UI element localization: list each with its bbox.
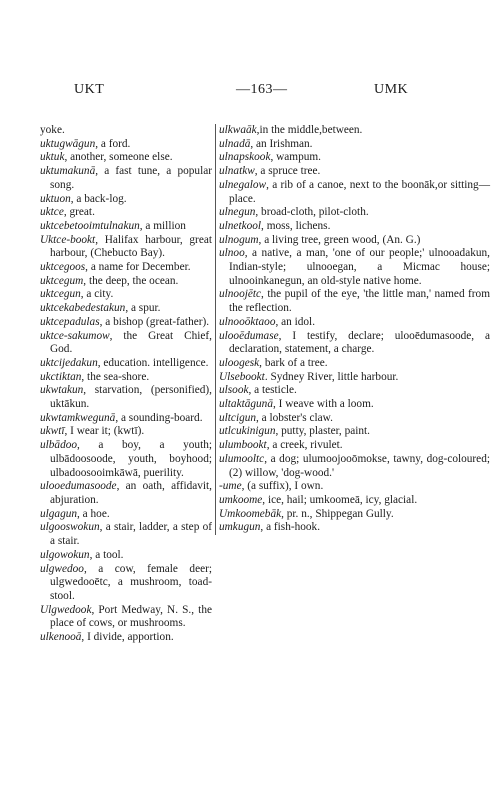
entry-headword: uktcepadulas xyxy=(40,315,100,328)
entry-headword: umkugun xyxy=(219,521,261,534)
dictionary-entry xyxy=(40,604,212,631)
entry-definition: , moss, lichens. xyxy=(261,219,331,232)
entry-headword: Ulsebookt xyxy=(219,370,265,383)
entry-definition: ,in the middle,between. xyxy=(256,124,363,136)
dictionary-entry xyxy=(40,371,212,385)
dictionary-entry xyxy=(219,234,490,248)
entry-headword: ulnatkw xyxy=(219,165,255,178)
entry-headword: -ume xyxy=(219,480,242,493)
dictionary-entry xyxy=(40,206,212,220)
entry-headword: uktugwāgun xyxy=(40,137,96,150)
dictionary-entry xyxy=(40,261,212,275)
header-left-guide-word: UKT xyxy=(74,82,105,97)
dictionary-entry xyxy=(219,494,490,508)
entry-definition: , an oath, affidavit, abjuration. xyxy=(50,480,212,506)
entry-definition: , I divide, apportion. xyxy=(81,631,174,644)
entry-definition: , an idol. xyxy=(275,315,316,328)
entry-definition: , (a suffix), I own. xyxy=(241,480,324,493)
entry-headword: Umkoomebāk xyxy=(219,507,282,520)
dictionary-entry xyxy=(219,439,490,453)
entry-definition: , the deep, the ocean. xyxy=(83,274,179,287)
dictionary-entry xyxy=(40,151,212,165)
entry-headword: ulnoo xyxy=(219,247,245,260)
left-column xyxy=(40,124,212,645)
dictionary-entry xyxy=(219,384,490,398)
entry-definition: , a spur. xyxy=(125,302,161,315)
dictionary-entry xyxy=(219,357,490,371)
dictionary-entry xyxy=(219,179,490,206)
entry-headword: ulgagun xyxy=(40,507,78,520)
entry-headword: ulnetkool xyxy=(219,219,262,232)
entry-headword: ulumooltc xyxy=(219,452,265,465)
entry-headword: uloogesk xyxy=(219,356,260,369)
entry-definition: , Port Medway, N. S., the place of cows, or mushrooms. xyxy=(50,603,212,630)
dictionary-entry xyxy=(219,425,490,439)
entry-definition: , a bishop (great-father). xyxy=(99,315,210,328)
entry-definition: , a fish-hook. xyxy=(260,521,321,534)
entry-definition: , pr. n., Shippegan Gully. xyxy=(281,507,394,520)
entry-headword: ulnapskook xyxy=(219,151,271,164)
entry-headword: uktcijedakun xyxy=(40,356,98,369)
entry-definition: , broad-cloth, pilot-cloth. xyxy=(255,206,369,219)
entry-headword: uktuon xyxy=(40,192,71,205)
entry-headword: ulnooōktaoo xyxy=(219,315,276,328)
entry-definition: , an Irishman. xyxy=(250,137,313,150)
entry-headword: ultaktāgunā xyxy=(219,398,273,411)
entry-headword: ulnegun xyxy=(219,206,256,219)
entry-definition: , a spruce tree. xyxy=(254,165,321,178)
entry-headword: uktcekabedestakun xyxy=(40,302,126,315)
entry-definition: , the Great Chief, God. xyxy=(50,329,212,356)
entry-headword: ulnogum xyxy=(219,233,259,246)
entry-definition: , a rib of a canoe, next to the boonāk,or sitting—place. xyxy=(229,178,490,205)
entry-definition: , a name for December. xyxy=(85,261,191,274)
entry-headword: ulbādoo xyxy=(40,439,78,452)
entry-headword: ukwtamkwegunā xyxy=(40,411,116,424)
entry-definition: yoke. xyxy=(40,124,65,136)
entry-headword: ukctiktan xyxy=(40,370,82,383)
dictionary-entry xyxy=(40,631,212,645)
entry-definition: , a boy, a youth; ulbādoosoode, youth, boyhood; ulbadoosooimkāwā, puerility. xyxy=(50,439,212,479)
entry-definition: , a sounding-board. xyxy=(115,411,203,424)
entry-headword: ulnegalow xyxy=(219,178,267,191)
dictionary-entry xyxy=(40,521,212,548)
dictionary-entry xyxy=(219,138,490,152)
entry-definition: , the sea-shore. xyxy=(81,370,150,383)
entry-definition: , a lobster's claw. xyxy=(256,411,333,424)
entry-definition: , a million xyxy=(139,219,186,232)
entry-definition: , Halifax harbour, great harbour, (Chebucto Bay). xyxy=(50,233,212,260)
dictionary-entry xyxy=(219,206,490,220)
entry-definition: , putty, plaster, paint. xyxy=(275,425,370,438)
dictionary-entry xyxy=(40,549,212,563)
entry-headword: ulsook xyxy=(219,384,249,397)
dictionary-entry xyxy=(219,124,490,138)
entry-definition: , the pupil of the eye, 'the little man,' named from the reflection. xyxy=(229,288,490,315)
entry-headword: ukwtī xyxy=(40,425,65,438)
entry-definition: , a living tree, green wood, (An. G.) xyxy=(258,233,421,246)
dictionary-entry xyxy=(219,480,490,494)
entry-headword: ulooēdumase xyxy=(219,329,279,342)
entry-headword: ulnoojētc xyxy=(219,288,262,301)
dictionary-entry xyxy=(40,193,212,207)
entry-headword: uktumakunā xyxy=(40,165,96,178)
entry-definition: , I weave with a loom. xyxy=(272,398,374,411)
entry-definition: , I testify, declare; ulooēdumasoode, a declaration, statement, a charge. xyxy=(229,329,490,356)
entry-definition: . Sydney River, little harbour. xyxy=(264,370,399,383)
entry-headword: ulnadā xyxy=(219,137,251,150)
entry-definition: , a back-log. xyxy=(70,192,127,205)
dictionary-entry xyxy=(40,316,212,330)
entry-definition: , a tool. xyxy=(89,548,124,561)
entry-definition: , a cow, female deer; ulgwedooētc, a mushroom, toad-stool. xyxy=(50,562,212,602)
dictionary-entry xyxy=(40,330,212,357)
dictionary-entry xyxy=(219,165,490,179)
dictionary-entry xyxy=(219,247,490,288)
entry-headword: ultcigun xyxy=(219,411,257,424)
entry-definition: , I wear it; (kwtī). xyxy=(64,425,145,438)
entry-definition: , a city. xyxy=(80,288,114,301)
entry-headword: ukwtakun xyxy=(40,384,84,397)
entry-definition: , another, someone else. xyxy=(64,151,173,164)
entry-headword: uktce xyxy=(40,206,64,219)
dictionary-entry xyxy=(40,165,212,192)
dictionary-entry xyxy=(40,508,212,522)
entry-definition: , starvation, (personified), uktākun. xyxy=(50,384,212,411)
entry-definition: , a native, a man, 'one of our people;' ulnooadakun, Indian-style; ulnooegan, a Micmac house; ulnooinkanegun, an old-style native home. xyxy=(229,247,490,287)
entry-headword: ulkwaāk xyxy=(219,124,257,136)
entry-headword: ulgowokun xyxy=(40,548,90,561)
entry-definition: , great. xyxy=(63,206,95,219)
entry-headword: uktcegum xyxy=(40,274,84,287)
dictionary-entry xyxy=(40,384,212,411)
entry-definition: , a creek, rivulet. xyxy=(266,439,343,452)
entry-definition: , a fast tune, a popular song. xyxy=(50,165,212,191)
entry-headword: uktcebetooimtulnakun xyxy=(40,219,140,232)
entry-definition: , a testicle. xyxy=(248,384,297,397)
dictionary-entry xyxy=(40,412,212,426)
entry-definition: , a dog; ulumoojooōmokse, tawny, dog-coloured; (2) willow, 'dog-wood.' xyxy=(229,452,490,479)
dictionary-entry xyxy=(219,398,490,412)
dictionary-entry xyxy=(219,151,490,165)
dictionary-entry xyxy=(219,316,490,330)
dictionary-entry xyxy=(40,234,212,261)
entry-headword: uktcegun xyxy=(40,288,81,301)
dictionary-entry xyxy=(40,357,212,371)
entry-headword: ulgooswokun xyxy=(40,521,100,534)
dictionary-entry xyxy=(40,275,212,289)
dictionary-entry xyxy=(40,563,212,604)
entry-headword: ulgwedoo xyxy=(40,562,84,575)
page-header xyxy=(40,82,480,102)
entry-headword: uktuk xyxy=(40,151,65,164)
entry-definition: , education. intelligence. xyxy=(97,356,209,369)
entry-definition: , a ford. xyxy=(95,137,131,150)
header-right-guide-word: UMK xyxy=(374,82,409,97)
dictionary-entry xyxy=(40,220,212,234)
dictionary-entry xyxy=(40,480,212,507)
dictionary-entry xyxy=(219,220,490,234)
entry-definition: , ice, hail; umkoomeā, icy, glacial. xyxy=(262,493,418,506)
entry-definition: , a hoe. xyxy=(77,507,110,520)
entry-headword: ulooedumasoode xyxy=(40,480,117,493)
dictionary-entry xyxy=(219,508,490,522)
dictionary-entry xyxy=(40,302,212,316)
dictionary-entry xyxy=(219,521,490,535)
entry-headword: uktce-sakumow xyxy=(40,329,110,342)
dictionary-entry xyxy=(219,371,490,385)
dictionary-entry xyxy=(40,124,212,138)
dictionary-entry xyxy=(40,288,212,302)
entry-headword: Ulgwedook xyxy=(40,603,92,616)
dictionary-entry xyxy=(40,138,212,152)
entry-definition: , bark of a tree. xyxy=(259,356,328,369)
entry-headword: uktcegoos xyxy=(40,261,86,274)
entry-headword: ulumbookt xyxy=(219,439,267,452)
dictionary-entry xyxy=(219,412,490,426)
dictionary-entry xyxy=(40,439,212,480)
right-column xyxy=(215,124,490,535)
entry-definition: , a stair, ladder, a step of a stair. xyxy=(50,521,212,548)
entry-headword: utlcukinigun xyxy=(219,425,276,438)
page-number: —163— xyxy=(236,82,288,97)
dictionary-entry xyxy=(219,330,490,357)
dictionary-entry xyxy=(219,288,490,315)
dictionary-entry xyxy=(40,425,212,439)
entry-headword: ulkenooā xyxy=(40,631,82,644)
entry-headword: umkoome xyxy=(219,493,263,506)
dictionary-entry xyxy=(219,453,490,480)
entry-definition: , wampum. xyxy=(270,151,321,164)
entry-headword: Uktce-bookt xyxy=(40,233,96,246)
